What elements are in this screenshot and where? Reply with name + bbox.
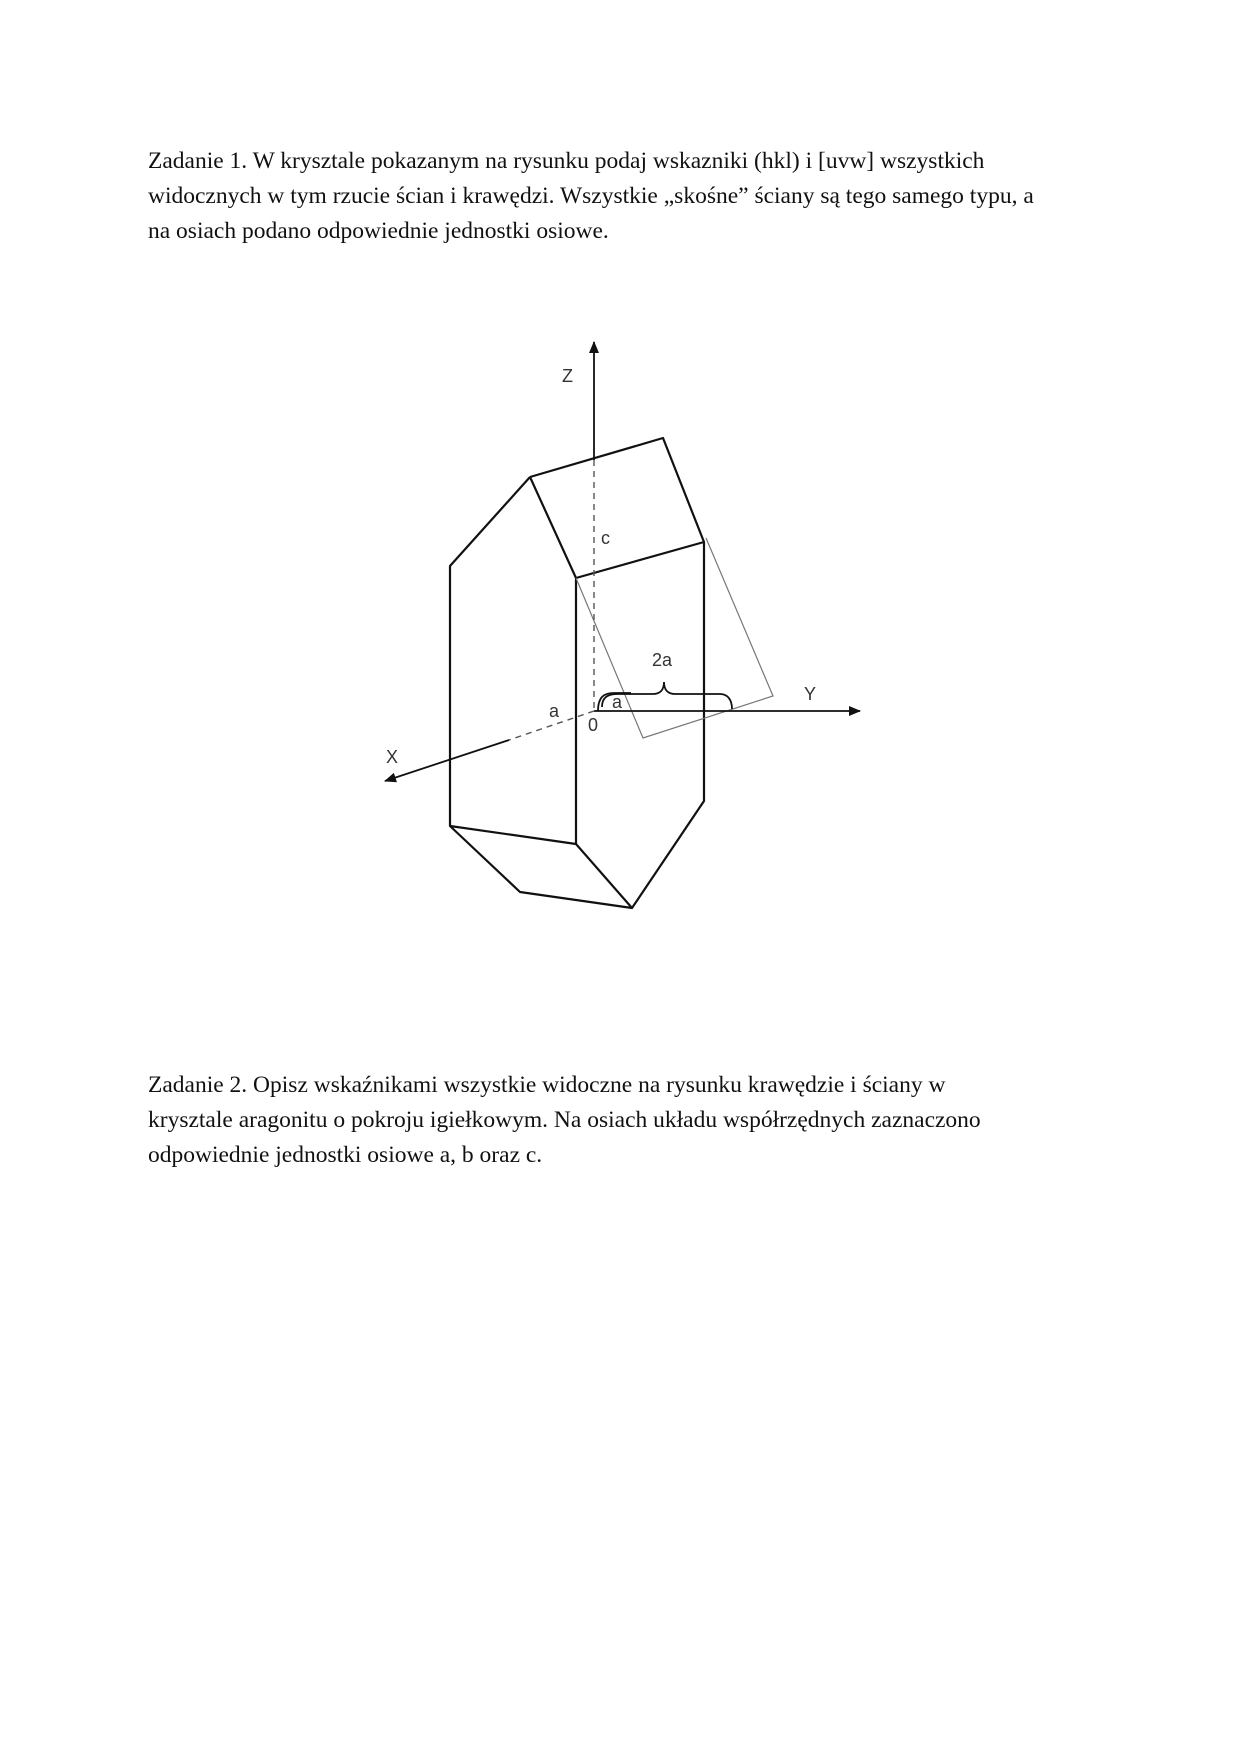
- task-2-text: [148, 1068, 1108, 1173]
- unit-a-y-label: a: [612, 692, 623, 712]
- task-2-line-2: krysztale aragonitu o pokroju igiełkowym. Na osiach układu współrzędnych zaznaczono: [148, 1107, 981, 1133]
- axis-x-label: X: [386, 747, 399, 767]
- unit-2a-label: 2a: [652, 650, 673, 670]
- crystal-outline: [450, 438, 704, 908]
- task-1-text: [148, 144, 1108, 249]
- x-axis-hidden: [509, 711, 594, 740]
- task-1-line-1: Zadanie 1. W krysztale pokazanym na rysunku podaj wskazniki (hkl) i [uvw] wszystkich: [148, 148, 985, 174]
- hidden-axes: [509, 460, 594, 740]
- crystal-left-edges: [450, 438, 704, 908]
- task-1-line-3: na osiach podano odpowiednie jednostki osiowe.: [148, 218, 609, 244]
- edge-bottom-right: [576, 844, 632, 908]
- edge-top-vertical: [530, 477, 576, 578]
- unit-c-label: c: [601, 528, 610, 548]
- brace-2a: [602, 682, 732, 709]
- unit-markers: [598, 682, 732, 711]
- edge-bottom-left: [450, 826, 576, 844]
- task-2-line-1: Zadanie 2. Opisz wskaźnikami wszystkie widoczne na rysunku krawędzie i ściany w: [148, 1072, 946, 1098]
- edge-top-front: [576, 542, 704, 578]
- brace-a: [598, 693, 631, 711]
- visible-axes: [385, 342, 860, 781]
- x-axis: [385, 740, 509, 781]
- task-2-line-3: odpowiednie jednostki osiowe a, b oraz c.: [148, 1142, 543, 1168]
- axis-y-label: Y: [804, 684, 817, 704]
- origin-label: 0: [588, 715, 599, 735]
- hidden-face-outline: [576, 538, 773, 738]
- hidden-slanted-face: [576, 538, 773, 738]
- unit-a-x-label: a: [549, 701, 560, 721]
- axis-z-label: Z: [562, 366, 573, 386]
- task-1-line-2: widocznych w tym rzucie ścian i krawędzi. Wszystkie „skośne” ściany są tego samego typu, a: [148, 183, 1034, 209]
